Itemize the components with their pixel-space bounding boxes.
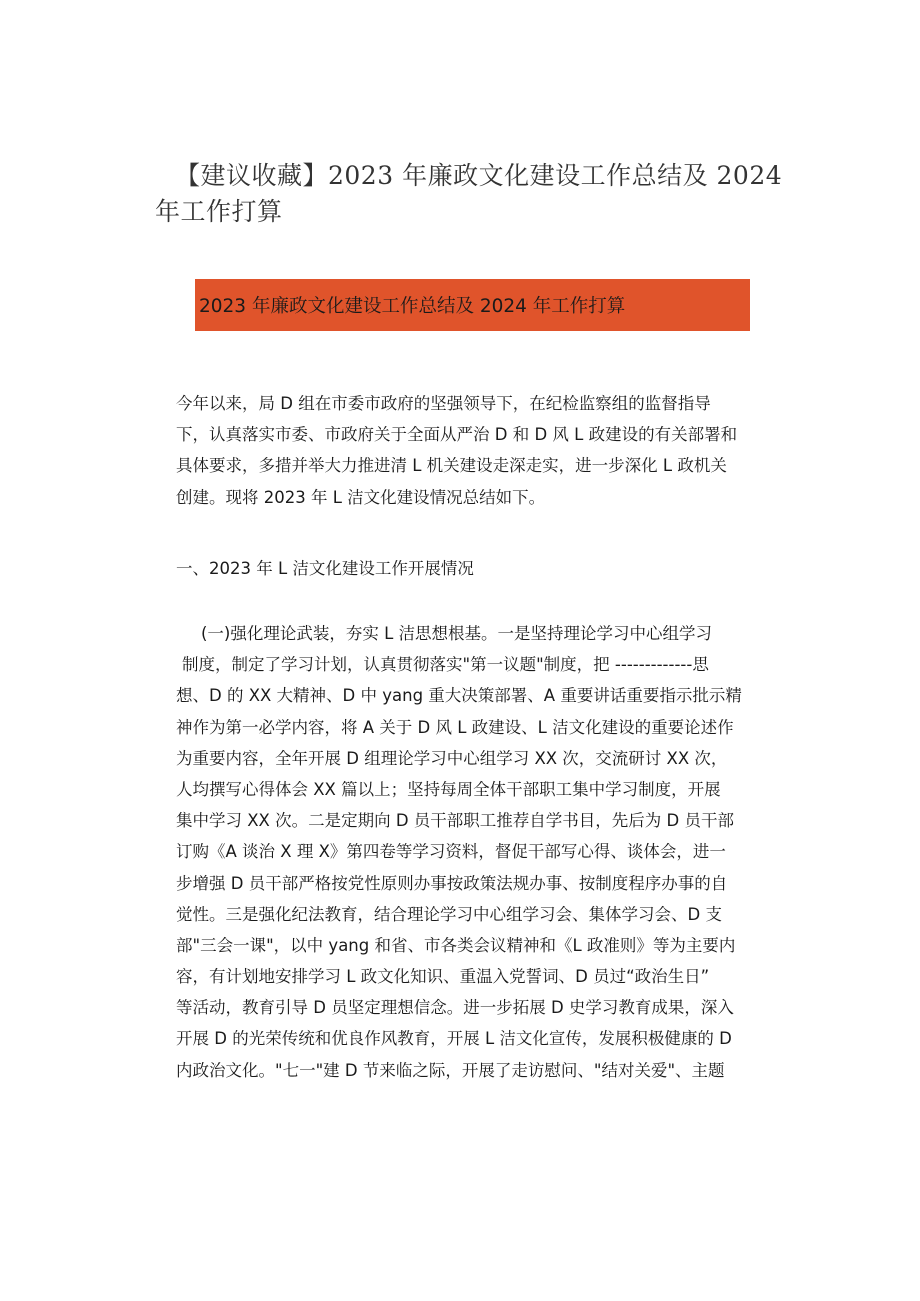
paragraph-line: 部"三会一课"，以中 yang 和省、市各类会议精神和《L 政准则》等为主要内 xyxy=(176,935,736,955)
paragraph-line: 订购《A 谈治 X 理 X》第四卷等学习资料，督促干部写心得、谈体会，进一 xyxy=(176,842,726,862)
banner-title: 2023 年廉政文化建设工作总结及 2024 年工作打算 xyxy=(199,296,626,317)
paragraph-line: 今年以来，局 D 组在市委市政府的坚强领导下，在纪检监察组的监督指导 xyxy=(176,394,711,413)
section-heading-text: 一、2023 年 L 洁文化建设工作开展情况 xyxy=(176,559,474,578)
paragraph-line: 为重要内容，全年开展 D 组理论学习中心组学习 XX 次，交流研讨 XX 次， xyxy=(176,748,728,768)
document-title xyxy=(155,158,783,230)
paragraph-line: 制度，制定了学习计划，认真贯彻落实"第一议题"制度，把 -------------思 xyxy=(182,655,709,675)
section-banner xyxy=(195,279,750,331)
paragraph-line: 觉性。三是强化纪法教育，结合理论学习中心组学习会、集体学习会、D 支 xyxy=(176,904,722,924)
document-title-line: 【建议收藏】2023 年廉政文化建设工作总结及 2024 xyxy=(175,161,783,190)
section-paragraph xyxy=(176,618,756,1086)
paragraph-line: 等活动，教育引导 D 员坚定理想信念。进一步拓展 D 史学习教育成果，深入 xyxy=(176,998,734,1018)
paragraph-line: 步增强 D 员干部严格按党性原则办事按政策法规办事、按制度程序办事的自 xyxy=(176,873,728,893)
paragraph-line: 集中学习 XX 次。二是定期向 D 员干部职工推荐自学书目，先后为 D 员干部 xyxy=(176,811,734,831)
paragraph-line: 开展 D 的光荣传统和优良作风教育，开展 L 洁文化宣传，发展积极健康的 D xyxy=(176,1029,732,1049)
paragraph-line: 内政治文化。"七一"建 D 节来临之际，开展了走访慰问、"结对关爱"、主题 xyxy=(176,1060,725,1080)
intro-paragraph xyxy=(176,388,756,513)
paragraph-line: 具体要求，多措并举大力推进清 L 机关建设走深走实，进一步深化 L 政机关 xyxy=(176,456,727,476)
paragraph-line: 创建。现将 2023 年 L 洁文化建设情况总结如下。 xyxy=(176,487,546,507)
paragraph-line: 容，有计划地安排学习 L 政文化知识、重温入党誓词、D 员过“政治生日” xyxy=(176,967,710,987)
paragraph-line: (一)强化理论武装，夯实 L 洁思想根基。一是坚持理论学习中心组学习 xyxy=(201,624,713,643)
document-title-line: 年工作打算 xyxy=(155,197,283,226)
paragraph-line: 人均撰写心得体会 XX 篇以上；坚持每周全体干部职工集中学习制度，开展 xyxy=(176,779,721,799)
section-heading xyxy=(176,553,756,584)
paragraph-line: 想、D 的 XX 大精神、D 中 yang 重大决策部署、A 重要讲话重要指示批示精 xyxy=(176,686,742,706)
paragraph-line: 下，认真落实市委、市政府关于全面从严治 D 和 D 风 L 政建设的有关部署和 xyxy=(176,425,738,445)
paragraph-line: 神作为第一必学内容，将 A 关于 D 风 L 政建设、L 洁文化建设的重要论述作 xyxy=(176,717,734,737)
